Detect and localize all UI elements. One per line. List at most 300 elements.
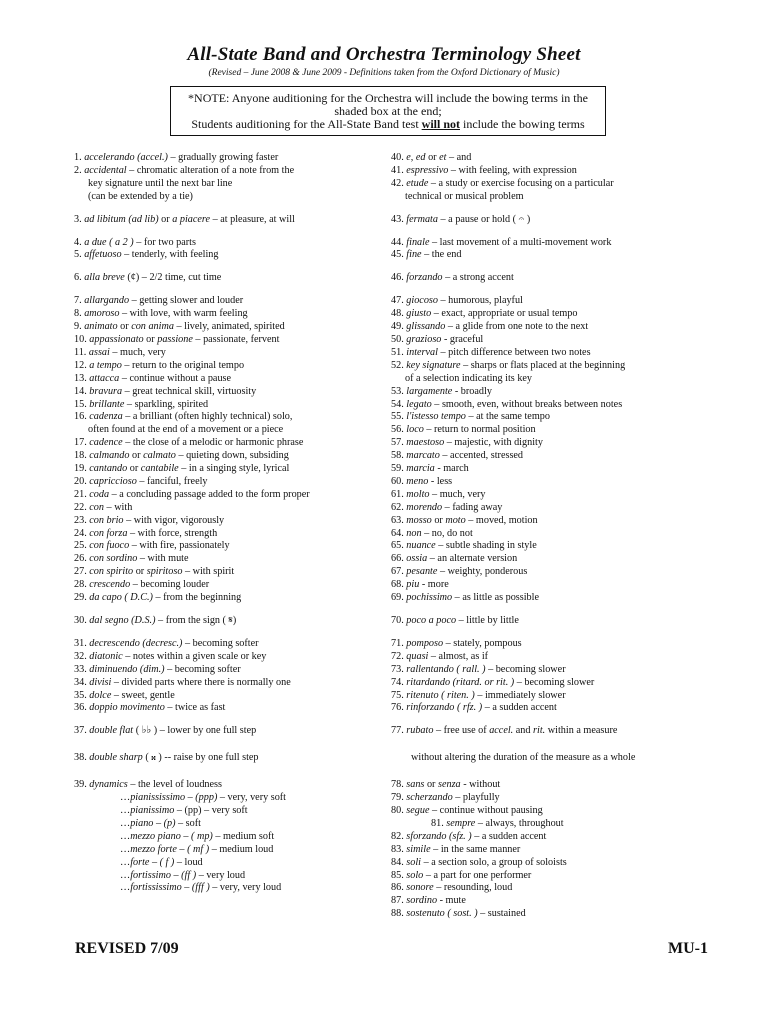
term-name: fermata	[406, 213, 438, 225]
term-text: – resounding, loud	[433, 882, 513, 894]
term-text: 1.	[74, 152, 85, 163]
term-row	[391, 476, 711, 489]
term-name: finale	[406, 236, 430, 248]
term-name: glissando	[406, 321, 446, 333]
term-text: …	[120, 817, 131, 829]
term-text: 51.	[391, 346, 407, 358]
term-name: sforzando (sfz. )	[406, 830, 472, 842]
term-text: 3.	[74, 213, 85, 225]
term-row	[391, 677, 711, 690]
term-name: doppio movimento	[89, 702, 165, 714]
term-text: – subtle shading in style	[435, 540, 537, 552]
term-name: l'istesso tempo	[406, 411, 466, 423]
term-name: con spirito	[89, 566, 134, 578]
term-row	[74, 178, 374, 191]
term-text: – becoming slower	[514, 676, 595, 688]
term-text: – with feeling, with expression	[448, 164, 577, 176]
term-name: ossia	[406, 553, 428, 565]
term-text: 81.	[431, 817, 447, 829]
term-text: – in a singing style, lyrical	[178, 463, 290, 475]
term-name: dal segno (D.S.)	[89, 615, 156, 626]
term-text: 10.	[74, 333, 90, 345]
term-row	[74, 882, 374, 895]
term-text: 43.	[391, 213, 407, 225]
term-text: 76.	[391, 702, 407, 714]
term-row	[391, 638, 711, 651]
term-text: 46.	[391, 272, 407, 284]
term-text: 33.	[74, 663, 90, 675]
revision-label: REVISED 7/09	[75, 940, 179, 957]
term-name: rinforzando ( rfz. )	[406, 702, 483, 714]
term-name: piu	[406, 579, 420, 591]
term-text: …	[120, 830, 131, 842]
term-row	[391, 702, 711, 715]
term-row	[391, 411, 711, 424]
term-text: 80.	[391, 804, 407, 816]
term-text: – a study or exercise focusing on a particular	[428, 177, 614, 189]
term-row	[391, 725, 711, 738]
term-name: pianissimo	[130, 804, 175, 816]
term-name: alla breve	[84, 272, 125, 284]
term-text: – becoming softer	[164, 663, 241, 675]
term-row	[391, 165, 711, 178]
term-name: forte – ( f )	[130, 856, 175, 868]
term-name: con	[89, 501, 104, 513]
term-name: legato	[406, 398, 432, 410]
term-text: 45.	[391, 249, 407, 261]
term-text: without altering the duration of the measure as a whole	[411, 752, 636, 764]
term-name: capriccioso	[89, 475, 137, 487]
term-name: sonore	[406, 882, 434, 894]
term-row	[391, 152, 711, 165]
term-text: or	[424, 779, 438, 791]
term-row	[391, 489, 711, 502]
term-row	[74, 579, 374, 592]
term-text: or	[117, 321, 132, 333]
term-text: – from the beginning	[152, 592, 242, 604]
term-text: 16.	[74, 411, 90, 423]
term-row	[391, 805, 711, 818]
term-text: 32.	[74, 650, 90, 662]
term-text: 77.	[391, 725, 407, 737]
term-row	[391, 295, 711, 308]
term-name: dynamics	[89, 779, 128, 791]
term-text: ( 𝄪 ) -- raise by one full step	[142, 752, 259, 764]
term-name: sordino	[406, 895, 438, 907]
term-name: passione	[157, 333, 193, 345]
term-name: key signature	[406, 359, 461, 371]
term-row	[391, 272, 711, 285]
term-text: – soft	[175, 817, 201, 829]
term-name: solo	[406, 869, 424, 881]
term-text: - without	[460, 779, 501, 791]
term-text: 27.	[74, 566, 90, 578]
term-text: 30.	[74, 615, 90, 626]
term-name: giocoso	[406, 295, 438, 307]
term-text: – with spirit	[182, 566, 235, 578]
term-name: piano – (p)	[130, 817, 176, 829]
term-text: 87.	[391, 895, 407, 907]
term-text: 5.	[74, 249, 85, 261]
term-text: …	[120, 869, 131, 881]
term-row	[74, 566, 374, 579]
term-row	[391, 528, 711, 541]
term-text: – a pause or hold ( 𝄐 )	[437, 213, 531, 225]
term-text: key signature until the next bar line	[88, 177, 233, 189]
term-text: – with force, strength	[127, 527, 218, 539]
term-text: …	[120, 792, 131, 804]
term-text: – majestic, with dignity	[444, 437, 543, 449]
term-name: calmato	[143, 450, 176, 462]
term-text: often found at the end of a movement or a piece	[88, 424, 284, 436]
term-name: con forza	[89, 527, 128, 539]
term-text: – passionate, fervent	[192, 333, 280, 345]
term-text: – always, throughout	[475, 817, 564, 829]
term-text: – an alternate version	[427, 553, 518, 565]
term-name: allargando	[84, 295, 130, 307]
term-name: simile	[406, 843, 431, 855]
term-text: – medium loud	[209, 843, 274, 855]
term-name: cantabile	[140, 463, 179, 475]
term-text: – a section solo, a group of soloists	[421, 856, 567, 868]
term-text: 23.	[74, 514, 90, 526]
term-text: – last movement of a multi-movement work	[429, 236, 612, 248]
term-text: – playfully	[452, 792, 500, 804]
term-name: pesante	[406, 566, 438, 578]
note-line-2c: include the bowing terms	[460, 117, 585, 131]
term-name: giusto	[406, 308, 432, 320]
term-text: 20.	[74, 475, 90, 487]
term-name: senza	[438, 779, 461, 791]
term-text: 54.	[391, 398, 407, 410]
term-name: ad libitum (ad lib)	[84, 213, 159, 225]
term-text: – stately, pompous	[443, 637, 522, 649]
term-row	[74, 191, 374, 204]
term-text: 56.	[391, 424, 407, 436]
term-row	[391, 450, 711, 463]
term-text: – sparkling, spirited	[124, 398, 209, 410]
term-name: amoroso	[84, 308, 120, 320]
term-row	[391, 615, 711, 628]
term-text: or	[133, 566, 147, 578]
term-text: 41.	[391, 164, 407, 176]
term-text: – a concluding passage added to the form proper	[109, 488, 310, 500]
term-row	[74, 334, 374, 347]
term-text: – with love, with warm feeling	[119, 308, 248, 320]
term-text: – no, do not	[421, 527, 473, 539]
term-row	[74, 347, 374, 360]
term-row	[74, 553, 374, 566]
term-text: or	[127, 463, 141, 475]
term-text: – getting slower and louder	[129, 295, 244, 307]
term-row	[74, 870, 374, 883]
term-name: a due ( a 2 )	[84, 236, 134, 248]
term-text: – sustained	[477, 908, 526, 920]
term-row	[391, 540, 711, 553]
term-text: 78.	[391, 779, 407, 791]
term-text: – (pp) – very soft	[174, 804, 248, 816]
term-row	[391, 437, 711, 450]
term-text: – humorous, playful	[437, 295, 523, 307]
term-row	[391, 831, 711, 844]
term-text: 88.	[391, 908, 407, 920]
term-name: accelerando (accel.)	[84, 152, 168, 163]
term-row	[74, 386, 374, 399]
term-text: - graceful	[441, 333, 484, 345]
term-row	[74, 502, 374, 515]
term-name: con brio	[89, 514, 124, 526]
term-row	[391, 553, 711, 566]
term-row	[74, 857, 374, 870]
term-row	[74, 752, 374, 765]
page-code: MU-1	[668, 940, 708, 957]
term-text: 58.	[391, 450, 407, 462]
term-text: 14.	[74, 385, 90, 397]
term-text: – fading away	[442, 501, 503, 513]
term-name: espressivo	[406, 164, 449, 176]
term-row	[74, 651, 374, 664]
term-name: pochissimo	[406, 592, 453, 604]
term-row	[391, 664, 711, 677]
term-row	[391, 386, 711, 399]
term-row	[74, 489, 374, 502]
term-text: – continue without a pause	[119, 372, 232, 384]
term-row	[391, 249, 711, 262]
term-text: – at pleasure, at will	[210, 213, 295, 225]
term-text: 7.	[74, 295, 85, 307]
term-row	[74, 152, 374, 165]
term-name: cantando	[89, 463, 128, 475]
term-row	[74, 214, 374, 227]
term-name: appassionato	[89, 333, 144, 345]
note-line-1: *NOTE: Anyone auditioning for the Orchestra will include the bowing terms in the shaded box at the end;	[188, 91, 588, 118]
term-row	[74, 540, 374, 553]
term-text: – at the same tempo	[465, 411, 550, 423]
term-row	[74, 844, 374, 857]
term-text: or	[431, 514, 446, 526]
term-name: cadenza	[89, 411, 123, 423]
term-text: – becoming softer	[182, 637, 259, 649]
terms-column-left	[74, 152, 374, 895]
term-text: 65.	[391, 540, 407, 552]
term-name: mosso	[406, 514, 432, 526]
term-text: 47.	[391, 295, 407, 307]
term-row	[74, 272, 374, 285]
term-row	[74, 399, 374, 412]
term-row	[391, 347, 711, 360]
term-text: …	[120, 882, 131, 894]
term-row	[74, 237, 374, 250]
term-text: – a brilliant (often highly technical) solo,	[122, 411, 293, 423]
term-text: 38.	[74, 752, 90, 764]
term-text: of a selection indicating its key	[405, 372, 533, 384]
term-text: - less	[428, 475, 453, 487]
term-text: or	[425, 152, 440, 163]
term-text: – sweet, gentle	[111, 689, 175, 701]
term-text: – exact, appropriate or usual tempo	[431, 308, 578, 320]
term-row	[74, 295, 374, 308]
term-name: rallentando ( rall. )	[406, 663, 486, 675]
term-name: nuance	[406, 540, 436, 552]
term-row	[391, 502, 711, 515]
term-text: – chromatic alteration of a note from the	[126, 164, 295, 176]
term-text: – in the same manner	[430, 843, 521, 855]
term-name: forzando	[406, 272, 443, 284]
term-text: – return to the original tempo	[121, 359, 245, 371]
term-name: meno	[406, 475, 429, 487]
term-row	[74, 360, 374, 373]
term-text: 66.	[391, 553, 407, 565]
term-row	[74, 528, 374, 541]
term-text: – almost, as if	[428, 650, 489, 662]
term-name: poco a poco	[406, 615, 457, 626]
term-text: – the level of loudness	[127, 779, 222, 791]
term-name: sans	[406, 779, 425, 791]
term-text: – loud	[174, 856, 203, 868]
term-row	[391, 308, 711, 321]
term-text: – with fire, passionately	[129, 540, 230, 552]
term-name: morendo	[406, 501, 443, 513]
term-text: 84.	[391, 856, 407, 868]
term-text: 49.	[391, 321, 407, 333]
note-line-2	[171, 118, 605, 131]
term-text: 59.	[391, 463, 407, 475]
term-name: pomposo	[406, 637, 444, 649]
term-text: – medium soft	[212, 830, 275, 842]
term-text: – a glide from one note to the next	[445, 321, 589, 333]
term-text: 4.	[74, 236, 85, 248]
term-text: 9.	[74, 321, 85, 333]
term-text: 71.	[391, 637, 407, 649]
term-text: - march	[434, 463, 469, 475]
term-name: ritenuto ( riten. )	[406, 689, 475, 701]
term-row	[391, 515, 711, 528]
term-row	[74, 308, 374, 321]
term-row	[391, 818, 711, 831]
term-text: - broadly	[452, 385, 492, 397]
term-text: 55.	[391, 411, 407, 423]
term-name: con fuoco	[89, 540, 130, 552]
term-name: bravura	[89, 385, 123, 397]
term-text: 60.	[391, 475, 407, 487]
term-row	[391, 752, 711, 765]
term-name: double flat	[89, 725, 134, 737]
term-text: 50.	[391, 333, 407, 345]
term-text: 25.	[74, 540, 90, 552]
term-name: fortississimo – (fff )	[130, 882, 210, 894]
term-name: spiritoso	[146, 566, 183, 578]
term-row	[74, 615, 374, 628]
term-row	[74, 818, 374, 831]
term-text: 48.	[391, 308, 407, 320]
term-row	[391, 870, 711, 883]
term-row	[391, 579, 711, 592]
term-name: accel.	[489, 725, 514, 737]
term-row	[74, 690, 374, 703]
term-row	[74, 725, 374, 738]
term-name: segue	[406, 804, 430, 816]
term-text: 86.	[391, 882, 407, 894]
term-name: non	[406, 527, 422, 539]
term-name: e, ed	[406, 152, 426, 163]
term-name: et	[439, 152, 447, 163]
term-name: etude	[406, 177, 429, 189]
term-text: 57.	[391, 437, 407, 449]
term-row	[391, 779, 711, 792]
term-text: 36.	[74, 702, 90, 714]
term-name: calmando	[89, 450, 130, 462]
term-text: or	[143, 333, 158, 345]
term-text: – immediately slower	[474, 689, 566, 701]
term-text: or	[129, 450, 144, 462]
term-name: con sordino	[89, 553, 138, 565]
term-text: – a strong accent	[442, 272, 514, 284]
term-text: – twice as fast	[164, 702, 226, 714]
term-row	[74, 373, 374, 386]
term-row	[391, 651, 711, 664]
term-text: 11.	[74, 346, 89, 358]
term-name: fortissimo – (ff )	[130, 869, 197, 881]
term-text: 35.	[74, 689, 90, 701]
term-row	[391, 373, 711, 386]
term-row	[74, 638, 374, 651]
term-name: accidental	[84, 164, 127, 176]
term-text: within a measure	[545, 725, 618, 737]
term-text: – accented, stressed	[439, 450, 524, 462]
term-text: …	[120, 804, 131, 816]
term-text: 62.	[391, 501, 407, 513]
term-text: 19.	[74, 463, 90, 475]
term-name: brillante	[89, 398, 125, 410]
term-text: – very, very soft	[217, 792, 287, 804]
term-text: 2.	[74, 164, 85, 176]
term-text: – very loud	[196, 869, 246, 881]
term-text: 6.	[74, 272, 85, 284]
term-text: – a sudden accent	[471, 830, 547, 842]
term-name: double sharp	[89, 752, 143, 764]
term-row	[391, 895, 711, 908]
term-name: pianississimo – (ppp)	[130, 792, 218, 804]
term-row	[391, 191, 711, 204]
term-text: – much, very	[109, 346, 166, 358]
term-row	[74, 437, 374, 450]
term-text: 40.	[391, 152, 407, 163]
term-name: animato	[84, 321, 118, 333]
term-text: 68.	[391, 579, 407, 591]
term-row	[391, 566, 711, 579]
term-text: 85.	[391, 869, 407, 881]
term-row	[74, 249, 374, 262]
term-text: 69.	[391, 592, 407, 604]
page-title: All-State Band and Orchestra Terminology Sheet	[187, 44, 581, 65]
term-text: 44.	[391, 236, 407, 248]
term-text: 73.	[391, 663, 407, 675]
term-text: - more	[419, 579, 449, 591]
term-text: 28.	[74, 579, 90, 591]
term-text: 31.	[74, 637, 90, 649]
term-text: 52.	[391, 359, 407, 371]
term-text: – as little as possible	[452, 592, 539, 604]
term-name: sostenuto ( sost. )	[406, 908, 478, 920]
term-text: – for two parts	[133, 236, 196, 248]
term-row	[74, 779, 374, 792]
term-text: – continue without pausing	[429, 804, 543, 816]
term-text: 29.	[74, 592, 90, 604]
term-text: 79.	[391, 792, 407, 804]
term-row	[74, 424, 374, 437]
term-text: (can be extended by a tie)	[88, 190, 193, 202]
term-name: ritardando (ritard. or rit. )	[406, 676, 515, 688]
